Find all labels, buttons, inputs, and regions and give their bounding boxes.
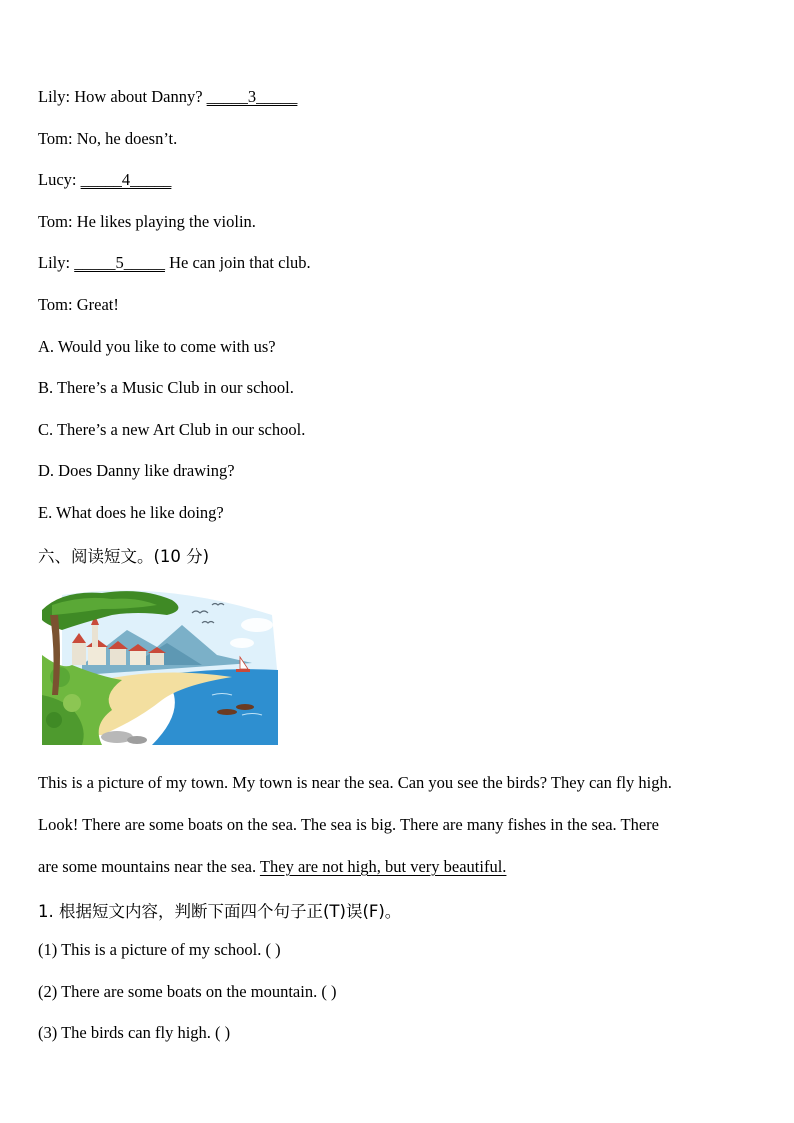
dialogue-line-1 [38,87,297,107]
underlined-sentence: They are not high, but very beautiful. [259,857,507,876]
speaker: Tom: [38,129,73,148]
answer-blank-3[interactable]: _____3_____ [206,87,298,106]
question-1-item-2[interactable]: (2) There are some boats on the mountain. ( ) [38,982,337,1001]
dialogue-text: Great! [72,295,119,314]
answer-blank-5[interactable]: _____5_____ [74,253,165,272]
dialogue-text: He likes playing the violin. [72,212,256,231]
speaker: Tom: [38,212,73,231]
dialogue-line-5 [38,253,311,273]
option-b: B. There’s a Music Club in our school. [38,378,294,397]
dialogue-text-after: He can join that club. [164,253,311,272]
answer-blank-4[interactable]: _____4_____ [80,170,172,189]
dialogue-text: How about Danny? [70,87,207,106]
option-c: C. There’s a new Art Club in our school. [38,420,306,439]
dialogue-text: No, he doesn’t. [72,129,178,148]
speaker: Lucy: [38,170,77,189]
dialogue-line-4 [38,212,256,232]
question-1-item-1[interactable]: (1) This is a picture of my school. ( ) [38,940,281,959]
question-1-item-3[interactable]: (3) The birds can fly high. ( ) [38,1023,231,1042]
speaker: Lily: [38,87,71,106]
option-a: A. Would you like to come with us? [38,337,276,356]
speaker: Lily: [38,253,71,272]
dialogue-line-3 [38,170,171,190]
question-1-instruction: 1. 根据短文内容，判断下面四个句子正(T)误(F)。 [38,902,402,921]
option-d: D. Does Danny like drawing? [38,461,235,480]
section-six-heading: 六、阅读短文。(10 分) [38,547,210,566]
speaker: Tom: [38,295,73,314]
option-e: E. What does he like doing? [38,503,224,522]
passage-line-1: This is a picture of my town. My town is near the sea. Can you see the birds? They can fly high. [38,773,672,792]
seaside-town-illustration [42,585,278,745]
passage-text: are some mountains near the sea. [38,857,260,876]
passage-line-2: Look! There are some boats on the sea. The sea is big. There are many fishes in the sea. There [38,815,659,834]
dialogue-line-2 [38,129,177,149]
passage-line-3 [38,857,506,877]
dialogue-line-6 [38,295,119,315]
